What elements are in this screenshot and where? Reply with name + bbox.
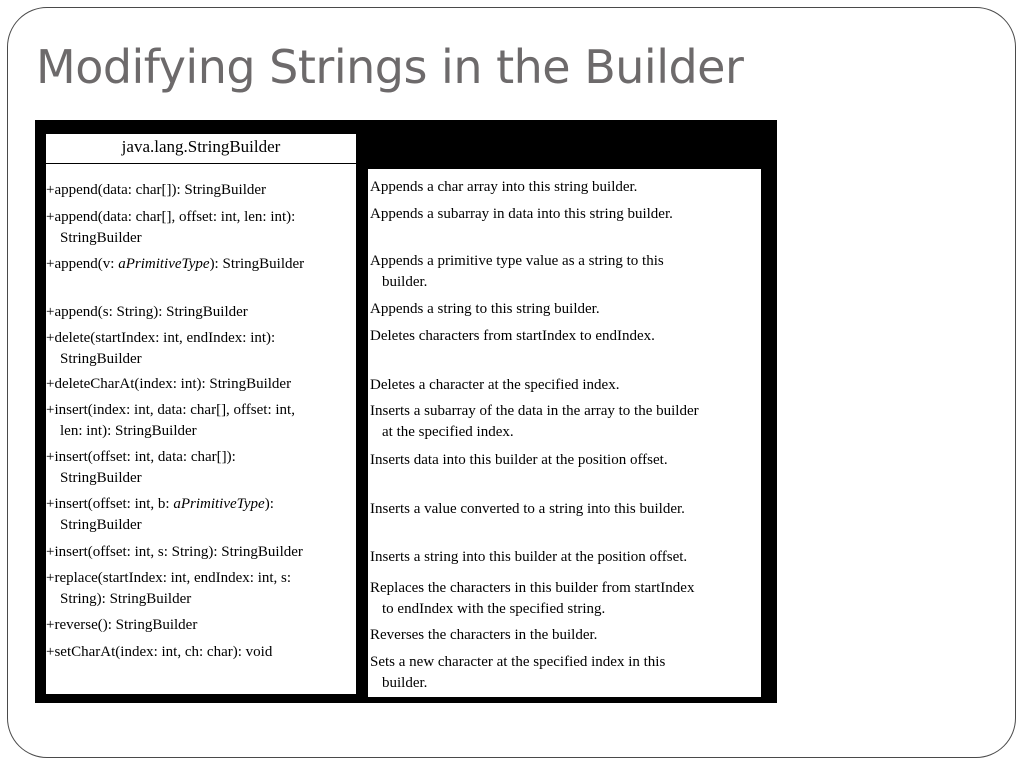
description-text: Appends a char array into this string builder. [370, 179, 638, 195]
method-text: +append(v: [46, 256, 119, 272]
method-text-continued: String): StringBuilder [60, 591, 192, 607]
description-text-continued: builder. [382, 675, 428, 691]
method-signature [46, 302, 248, 323]
method-signature [46, 180, 266, 201]
method-text-continued: StringBuilder [60, 351, 142, 367]
description-text: Appends a string to this string builder. [370, 301, 600, 317]
description-text: Deletes a character at the specified index. [370, 377, 620, 393]
method-signature [46, 642, 272, 663]
method-text: +append(s: String): StringBuilder [46, 304, 248, 320]
method-signature [46, 542, 303, 563]
descriptions-box [368, 169, 761, 697]
method-text: +deleteCharAt(index: int): StringBuilder [46, 376, 292, 392]
method-description [370, 251, 664, 293]
method-signature [46, 615, 197, 636]
method-signature [46, 400, 295, 442]
method-type-italic: aPrimitiveType [173, 496, 265, 512]
method-type-italic: aPrimitiveType [118, 256, 210, 272]
method-description [370, 450, 668, 471]
method-signature [46, 494, 274, 536]
method-signature [46, 447, 236, 489]
method-signature [46, 254, 304, 275]
method-description [370, 401, 699, 443]
description-text: Inserts a value converted to a string into this builder. [370, 501, 685, 517]
method-description [370, 625, 597, 646]
method-description [370, 204, 673, 225]
method-text: +insert(index: int, data: char[], offset: int, [46, 402, 295, 418]
slide-title: Modifying Strings in the Builder [36, 40, 744, 94]
method-text: +insert(offset: int, s: String): StringBuilder [46, 544, 303, 560]
method-description [370, 326, 655, 347]
method-text: ): StringBuilder [209, 256, 305, 272]
description-text: Sets a new character at the specified index in this [370, 654, 666, 670]
uml-class-diagram [35, 120, 777, 703]
method-text-continued: StringBuilder [60, 517, 142, 533]
method-description [370, 375, 619, 396]
method-text-continued: StringBuilder [60, 470, 142, 486]
method-text: +append(data: char[]): StringBuilder [46, 182, 267, 198]
method-description [370, 177, 637, 198]
method-text: ): [264, 496, 274, 512]
description-text: Inserts a string into this builder at the position offset. [370, 549, 688, 565]
description-text: Inserts a subarray of the data in the array to the builder [370, 403, 699, 419]
description-text: Deletes characters from startIndex to endIndex. [370, 328, 655, 344]
method-description [370, 547, 687, 568]
method-signature [46, 374, 291, 395]
method-description [370, 578, 694, 620]
method-text: +reverse(): StringBuilder [46, 617, 198, 633]
description-text: Appends a primitive type value as a string to this [370, 253, 664, 269]
method-text: +insert(offset: int, b: [46, 496, 174, 512]
description-text-continued: to endIndex with the specified string. [382, 601, 606, 617]
class-name: java.lang.StringBuilder [46, 134, 356, 164]
description-text: Replaces the characters in this builder from startIndex [370, 580, 695, 596]
class-methods-box [46, 134, 356, 694]
method-signature [46, 207, 295, 249]
method-description [370, 499, 685, 520]
method-text: +replace(startIndex: int, endIndex: int, s: [46, 570, 292, 586]
method-text: +delete(startIndex: int, endIndex: int): [46, 330, 276, 346]
description-text-continued: at the specified index. [382, 424, 514, 440]
method-description [370, 652, 665, 694]
description-text-continued: builder. [382, 274, 428, 290]
method-description [370, 299, 600, 320]
method-text: +append(data: char[], offset: int, len: int): [46, 209, 296, 225]
method-text-continued: StringBuilder [60, 230, 142, 246]
description-text: Appends a subarray in data into this string builder. [370, 206, 673, 222]
description-text: Inserts data into this builder at the position offset. [370, 452, 668, 468]
method-signature [46, 328, 275, 370]
description-text: Reverses the characters in the builder. [370, 627, 598, 643]
method-text-continued: len: int): StringBuilder [60, 423, 197, 439]
method-text: +insert(offset: int, data: char[]): [46, 449, 236, 465]
method-signature [46, 568, 291, 610]
method-text: +setCharAt(index: int, ch: char): void [46, 644, 273, 660]
